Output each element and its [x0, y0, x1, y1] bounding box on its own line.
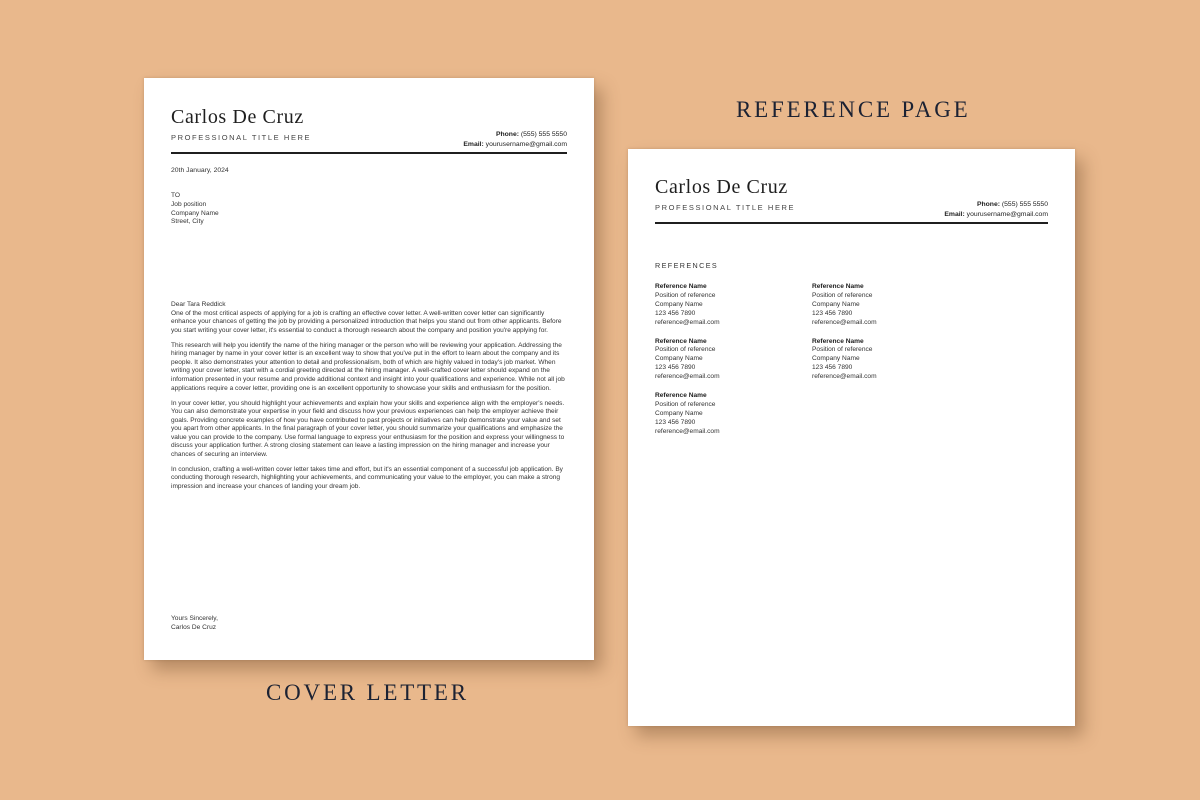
reference-name: Reference Name [812, 337, 864, 345]
reference-position: Position of reference [812, 291, 873, 299]
reference-page-caption: REFERENCE PAGE [736, 97, 971, 122]
letter-paragraph: In conclusion, crafting a well-written cover letter takes time and effort, but it's an essential component of a successful job application. By conducting thorough research, highlighting your achievements, and communicating your value to the employer, you can make a strong impression and increase your chances of landing your dream job. [171, 465, 563, 491]
reference-phone-line [944, 200, 1048, 210]
cover-header-row [171, 130, 567, 149]
reference-page [628, 149, 1075, 726]
reference-header-divider [655, 222, 1048, 224]
reference-entry [655, 338, 812, 383]
reference-entry [812, 283, 969, 328]
closing-phrase: Yours Sincerely, [171, 615, 218, 622]
signature-name: Carlos De Cruz [171, 624, 217, 631]
reference-email-label: Email: [944, 210, 965, 218]
cover-phone: (555) 555 5550 [520, 131, 567, 138]
reference-name: Reference Name [655, 392, 707, 400]
reference-email-address: reference@email.com [655, 373, 720, 381]
references-heading: REFERENCES [655, 261, 719, 270]
reference-phone-number: 123 456 7890 [812, 309, 853, 317]
cover-professional-title: PROFESSIONAL TITLE HERE [171, 133, 312, 142]
address-line: Street, City [171, 218, 204, 226]
letter-closing [171, 614, 218, 632]
reference-company: Company Name [812, 355, 860, 363]
address-line: TO [171, 192, 181, 199]
reference-email-address: reference@email.com [812, 373, 877, 381]
reference-phone-number: 123 456 7890 [812, 364, 853, 372]
reference-contact-block [944, 200, 1048, 219]
recipient-address [171, 192, 567, 227]
cover-header-divider [171, 152, 567, 154]
cover-name: Carlos De Cruz [171, 106, 304, 128]
reference-position: Position of reference [812, 346, 873, 354]
letter-paragraph: One of the most critical aspects of applying for a job is crafting an effective cover letter. A well-written cover letter can significantly enhance your chances of getting the job by providing a personalized introduction that helps you stand out from other applicants. Before you start writing your cover letter, it's essential to conduct a thorough research about the company and position you're applying for. [171, 309, 562, 334]
reference-phone-number: 123 456 7890 [655, 309, 696, 317]
reference-email-line [944, 210, 1048, 220]
reference-phone-number: 123 456 7890 [655, 364, 696, 372]
cover-letter-caption: COVER LETTER [266, 680, 469, 705]
address-line: Job position [171, 200, 207, 208]
reference-professional-title: PROFESSIONAL TITLE HERE [655, 203, 796, 212]
address-line: Company Name [171, 209, 219, 217]
reference-position: Position of reference [655, 291, 716, 299]
reference-email-address: reference@email.com [655, 318, 720, 326]
reference-page-name: Carlos De Cruz [655, 176, 788, 198]
cover-contact-block [463, 130, 567, 149]
reference-header-row [655, 200, 1048, 219]
reference-name: Reference Name [655, 337, 707, 345]
reference-entry [655, 283, 812, 328]
reference-entry [655, 392, 812, 437]
reference-email-address: reference@email.com [655, 427, 720, 435]
cover-email-line [463, 140, 567, 150]
cover-email-label: Email: [463, 140, 484, 148]
reference-email-address: reference@email.com [812, 318, 877, 326]
salutation: Dear Tara Reddick [171, 301, 226, 309]
reference-company: Company Name [655, 355, 703, 363]
reference-position: Position of reference [655, 346, 716, 354]
letter-paragraph: This research will help you identify the name of the hiring manager or the person who will be reviewing your application. Addressing the hiring manager by name in your cover letter is an excellent way to show that you've put in the effort to learn about the company and its people. It also demonstrates your attention to detail and professionalism, both of which are highly valued in today's job market. When writing your cover letter, start with a cordial greeting directed at the hiring manager. A well-crafted cover letter should expand on the information presented in your resume and provide additional context and insight into your qualifications and experience. While not all job applications require a cover letter, providing one is an excellent opportunity to showcase your skills and enthusiasm for the position. [171, 341, 565, 392]
reference-phone-number: 123 456 7890 [655, 418, 696, 426]
cover-letter-page [144, 78, 594, 660]
reference-entry [812, 338, 969, 383]
cover-phone-line [463, 130, 567, 140]
references-list [655, 283, 1048, 437]
reference-company: Company Name [655, 409, 703, 417]
reference-phone: (555) 555 5550 [1001, 201, 1048, 208]
reference-name: Reference Name [812, 283, 864, 290]
reference-phone-label: Phone: [976, 201, 1000, 208]
reference-name: Reference Name [655, 283, 707, 290]
letter-paragraph: In your cover letter, you should highlight your achievements and explain how your skills and experience align with the employer's needs. You can also demonstrate your expertise in your field and discuss how your previous experiences can help the employer achieve their goals. Providing concrete examples of how you have contributed to past projects or initiatives can help demonstrate your value and set you apart from other applicants. In the final paragraph of your cover letter, you should summarize your qualifications and emphasize the value you can provide to the company. Use formal language to express your enthusiasm for the position and express your willingness to discuss your application further. A strong closing statement can leave a lasting impression on the hiring manager and increase your chances of securing an interview. [171, 399, 565, 458]
reference-company: Company Name [655, 300, 703, 308]
reference-company: Company Name [812, 300, 860, 308]
reference-position: Position of reference [655, 400, 716, 408]
cover-email: yourusername@gmail.com [485, 140, 567, 148]
cover-phone-label: Phone: [495, 131, 519, 138]
reference-email: yourusername@gmail.com [966, 210, 1048, 218]
letter-date: 20th January, 2024 [171, 167, 229, 174]
